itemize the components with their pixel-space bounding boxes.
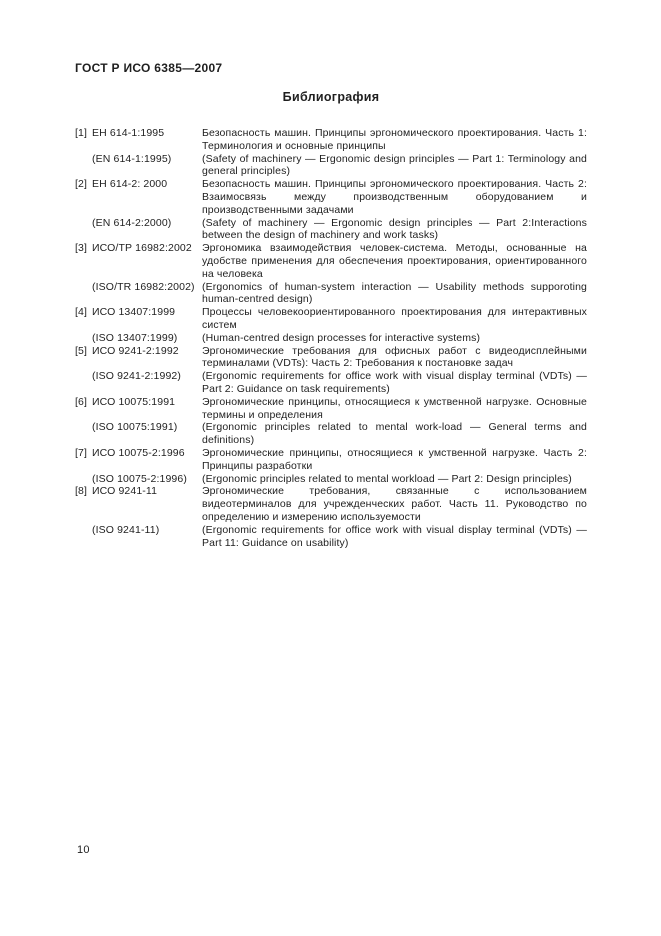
entry-number: [7] (75, 446, 88, 459)
standard-code: ИСО/ТР 16982:2002 (92, 242, 192, 255)
bibliography-row (75, 447, 587, 473)
bibliography-row (75, 421, 587, 447)
entry-number: [2] (75, 178, 88, 191)
standard-code: (ISO 9241-2:1992) (92, 370, 182, 383)
entry-description: (Human-centred design processes for interactive systems) (202, 331, 481, 344)
standard-code: ИСО 10075:1991 (92, 395, 176, 408)
entry-description: Процессы человекоориентированного проектирования для интерактивных систем (202, 306, 587, 331)
entry-number: [8] (75, 485, 88, 498)
standard-code: (EN 614-2:2000) (92, 216, 172, 229)
entry-description: (Safety of machinery — Ergonomic design principles — Part 2:Interactions between the design of machinery and work tasks) (202, 216, 587, 242)
entry-description: Безопасность машин. Принципы эргономического проектирования. Часть 1: Терминология и основные принципы (202, 127, 587, 152)
standard-code: (ISO 10075-2:1996) (92, 472, 187, 485)
bibliography-list (75, 127, 587, 549)
entry-number: [6] (75, 395, 88, 408)
bibliography-row (75, 281, 587, 307)
entry-description: (Safety of machinery — Ergonomic design principles — Part 1: Terminology and general principles) (202, 152, 587, 178)
standard-code: (ISO 9241-11) (92, 523, 160, 536)
standard-code: (EN 614-1:1995) (92, 152, 172, 165)
bibliography-row (75, 127, 587, 153)
bibliography-row (75, 153, 587, 179)
bibliography-row (75, 485, 587, 523)
section-title: Библиография (282, 90, 380, 104)
entry-description: Безопасность машин. Принципы эргономического проектирования. Часть 2: Взаимосвязь между производственным оборудованием и производственными задачами (202, 178, 587, 216)
entry-description: (Ergonomics of human-system interaction — Usability methods supporoting human-centred design) (202, 280, 587, 306)
document-header: ГОСТ Р ИСО 6385—2007 (75, 61, 223, 75)
standard-code: (ISO 13407:1999) (92, 331, 178, 344)
entry-description: Эргономические требования для офисных работ с видеодисплейными терминалами (VDTs): Часть 2: Требования к постановке задач (202, 344, 587, 370)
bibliography-row (75, 396, 587, 422)
entry-description: Эргономика взаимодействия человек-система. Методы, основанные на удобстве применения для обеспечения проектирования, ориентированного на человека (202, 242, 587, 280)
standard-code: ЕН 614-2: 2000 (92, 178, 168, 191)
standard-code: ИСО 9241-11 (92, 485, 158, 498)
entry-number: [4] (75, 306, 88, 319)
entry-description: (Ergonomic principles related to mental workload — Part 2: Design principles) (202, 472, 572, 485)
bibliography-row (75, 242, 587, 280)
bibliography-row (75, 524, 587, 550)
bibliography-row (75, 178, 587, 216)
bibliography-row (75, 473, 587, 486)
standard-code: ЕН 614-1:1995 (92, 127, 165, 139)
entry-description: Эргономические принципы, относящиеся к умственной нагрузке. Часть 2: Принципы разработки (202, 446, 587, 472)
entry-description: (Ergonomic requirements for office work with visual display terminal (VDTs) — Part 11: Guidance on usability) (202, 523, 587, 549)
standard-code: ИСО 13407:1999 (92, 306, 176, 319)
bibliography-row (75, 217, 587, 243)
standard-code: (ISO/TR 16982:2002) (92, 280, 195, 293)
bibliography-row (75, 345, 587, 371)
entry-description: Эргономические требования, связанные с использованием видеотерминалов для учрежденческих работ. Часть 11. Руководство по определению и измерению используемости (202, 485, 587, 523)
entry-description: (Ergonomic principles related to mental work-load — General terms and definitions) (202, 421, 587, 447)
bibliography-row (75, 332, 587, 345)
entry-number: [3] (75, 242, 88, 255)
standard-code: ИСО 9241-2:1992 (92, 344, 179, 357)
entry-number: [5] (75, 344, 88, 357)
page-number: 10 (77, 844, 90, 856)
entry-description: Эргономические принципы, относящиеся к умственной нагрузке. Основные термины и определения (202, 395, 587, 421)
standard-code: (ISO 10075:1991) (92, 421, 178, 434)
bibliography-row (75, 370, 587, 396)
entry-description: (Ergonomic requirements for office work with visual display terminal (VDTs) — Part 2: Guidance on task requirements) (202, 370, 587, 395)
standard-code: ИСО 10075-2:1996 (92, 446, 185, 459)
entry-number: [1] (75, 127, 88, 139)
bibliography-row (75, 306, 587, 332)
